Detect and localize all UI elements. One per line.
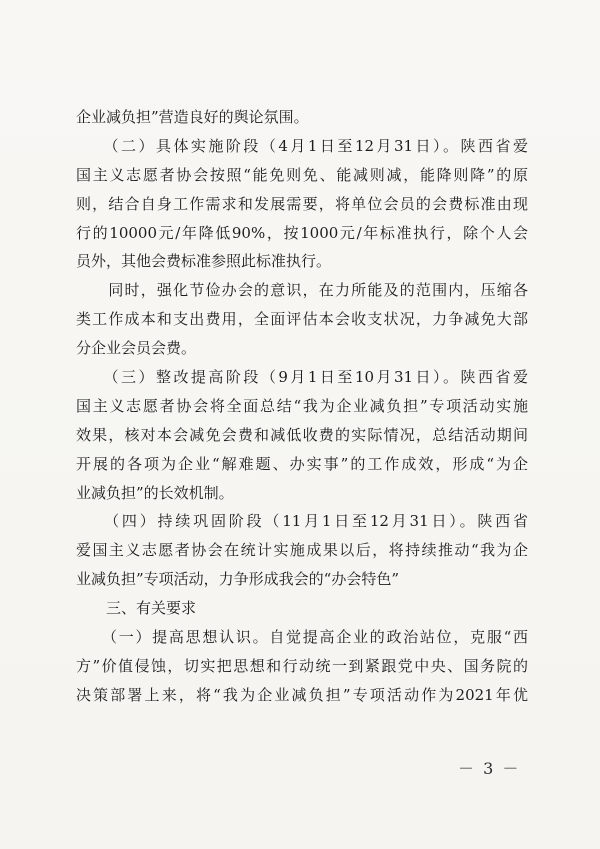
text-line: 员外，其他会费标准参照此标准执行。 bbox=[76, 252, 332, 271]
section-heading: 三、有关要求 bbox=[76, 599, 197, 618]
text-line: 国主义志愿者协会将全面总结“我为企业减负担”专项活动实施 bbox=[76, 396, 528, 415]
text-line: 同时，强化节俭办会的意识，在力所能及的范围内，压缩各 bbox=[76, 281, 528, 300]
text-line: 决策部署上来，将“我为企业减负担”专项活动作为2021年优 bbox=[76, 685, 528, 704]
body-text bbox=[76, 103, 528, 710]
text-line: 国主义志愿者协会按照“能免则免、能减则减，能降则降”的原 bbox=[76, 165, 528, 184]
page-number: － 3 － bbox=[458, 759, 521, 778]
text-line: 方”价值侵蚀，切实把思想和行动统一到紧跟党中央、国务院的 bbox=[76, 656, 528, 675]
text-line: 行的10000元/年降低90%，按1000元/年标准执行，除个人会 bbox=[76, 223, 528, 242]
text-line: （一）提高思想认识。自觉提高企业的政治站位，克服“西 bbox=[76, 628, 528, 647]
text-line: 爱国主义志愿者协会在统计实施成果以后，将持续推动“我为企 bbox=[76, 541, 528, 560]
text-line: 业减负担”专项活动，力争形成我会的“办会特色” bbox=[76, 570, 400, 589]
text-line: 业减负担”的长效机制。 bbox=[76, 483, 234, 502]
text-line: （四）持续巩固阶段（11月1日至12月31日）。陕西省 bbox=[76, 512, 528, 531]
text-line: 分企业会员会费。 bbox=[76, 339, 197, 358]
text-line: 类工作成本和支出费用，全面评估本会收支状况，力争减免大部 bbox=[76, 310, 528, 329]
text-line: （二）具体实施阶段（4月1日至12月31日）。陕西省爱 bbox=[76, 136, 528, 155]
text-line: 企业减负担”营造良好的舆论氛围。 bbox=[76, 108, 309, 126]
text-line: 则，结合自身工作需求和发展需要，将单位会员的会费标准由现 bbox=[76, 194, 528, 213]
text-line: 效果，核对本会减免会费和减低收费的实际情况，总结活动期间 bbox=[76, 425, 528, 444]
text-line: 开展的各项为企业“解难题、办实事”的工作成效，形成“为企 bbox=[76, 454, 528, 473]
text-line: （三）整改提高阶段（9月1日至10月31日）。陕西省爱 bbox=[76, 368, 528, 387]
